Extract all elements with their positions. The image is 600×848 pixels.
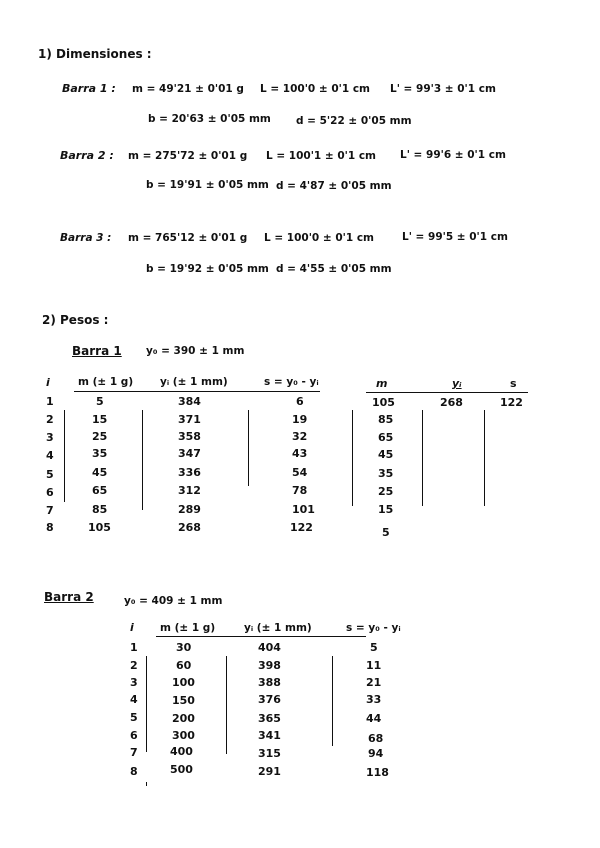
b1-cell-y: 289 [178,503,201,516]
b1-cell-s: 32 [292,430,308,443]
b1-cell-i: 3 [46,431,54,444]
b2-divider-1 [146,656,147,752]
b2-cell-y: 291 [258,765,281,778]
barra-3-thickness: d = 4'55 ± 0'05 mm [276,263,392,275]
barra-2-y0: y₀ = 409 ± 1 mm [124,595,223,607]
b1-side-s-first: 122 [500,396,523,409]
barra-1-mass: m = 49'21 ± 0'01 g [132,83,244,95]
b2-cell-s: 68 [368,732,384,745]
b1-cell-m: 35 [92,447,108,460]
b2-cell-y: 398 [258,659,281,672]
barra-2-length: L = 100'1 ± 0'1 cm [266,150,376,162]
b2-header-y: yᵢ (± 1 mm) [244,622,312,634]
b2-cell-y: 341 [258,729,281,742]
b1-cell-m: 85 [92,503,108,516]
b2-cell-y: 404 [258,641,281,654]
b2-cell-m: 30 [176,641,192,654]
b2-cell-i: 1 [130,641,138,654]
b1-cell-m: 15 [92,413,108,426]
b2-cell-y: 315 [258,747,281,760]
b1-side-divider-2 [422,410,423,506]
barra-2-mass: m = 275'72 ± 0'01 g [128,150,248,162]
b1-cell-i: 8 [46,521,54,534]
b1-cell-m: 65 [92,484,108,497]
b2-cell-i: 8 [130,765,138,778]
b2-cell-i: 2 [130,659,138,672]
b2-cell-m: 60 [176,659,192,672]
b1-cell-s: 78 [292,484,308,497]
b1-cell-m: 25 [92,430,108,443]
b1-divider-3 [248,410,249,486]
barra-1-length-prime: L' = 99'3 ± 0'1 cm [390,83,496,95]
b1-cell-y: 336 [178,466,201,479]
b1-header-s: s = y₀ - yᵢ [264,376,319,388]
b1-header-underline [74,391,320,392]
b2-cell-m: 100 [172,676,195,689]
b2-cell-m: 150 [172,694,195,707]
b2-cell-s: 44 [366,712,382,725]
section-1-heading: 1) Dimensiones : [38,47,152,61]
b1-side-underline [366,392,528,393]
b2-cell-m: 400 [170,745,193,758]
barra-1-label: Barra 1 : [62,82,116,95]
b1-side-m-value: 5 [382,526,390,539]
b1-side-m-value: 25 [378,485,394,498]
barra-3-label: Barra 3 : [60,232,112,244]
barra-2-width: b = 19'91 ± 0'05 mm [146,179,269,191]
b1-side-header-m: m [376,377,388,390]
b1-cell-s: 101 [292,503,315,516]
b1-header-y: yᵢ (± 1 mm) [160,376,228,388]
barra-1-table-label: Barra 1 [72,344,122,358]
b1-cell-s: 43 [292,447,308,460]
barra-2-length-prime: L' = 99'6 ± 0'1 cm [400,149,506,161]
b1-cell-y: 268 [178,521,201,534]
b1-side-m-value: 35 [378,467,394,480]
barra-3-width: b = 19'92 ± 0'05 mm [146,263,269,275]
b2-cell-s: 33 [366,693,382,706]
b1-cell-i: 2 [46,413,54,426]
b1-header-m: m (± 1 g) [78,376,134,388]
b2-cell-m: 500 [170,763,193,776]
b1-divider-1 [64,410,65,502]
b2-divider-3 [332,656,333,746]
b2-cell-y: 376 [258,693,281,706]
barra-3-length-prime: L' = 99'5 ± 0'1 cm [402,231,508,243]
b1-cell-m: 105 [88,521,111,534]
b2-cell-i: 3 [130,676,138,689]
section-2-heading: 2) Pesos : [42,313,109,327]
barra-2-label: Barra 2 : [60,149,114,162]
b2-cell-s: 11 [366,659,382,672]
b2-stray-mark [146,782,147,786]
b2-cell-y: 365 [258,712,281,725]
b1-cell-y: 312 [178,484,201,497]
b2-header-m: m (± 1 g) [160,622,216,634]
barra-1-length: L = 100'0 ± 0'1 cm [260,83,370,95]
b2-cell-m: 300 [172,729,195,742]
b1-cell-y: 371 [178,413,201,426]
b1-cell-s: 54 [292,466,308,479]
b1-side-divider-3 [484,410,485,506]
b1-side-m-value: 65 [378,431,394,444]
barra-2-thickness: d = 4'87 ± 0'05 mm [276,180,392,192]
b2-header-i: i [130,621,134,634]
barra-1-y0: y₀ = 390 ± 1 mm [146,345,245,357]
b2-cell-s: 21 [366,676,382,689]
b1-cell-y: 358 [178,430,201,443]
b2-cell-m: 200 [172,712,195,725]
b2-cell-s: 5 [370,641,378,654]
b1-header-i: i [46,376,50,389]
b1-cell-i: 6 [46,486,54,499]
b2-header-underline [156,636,366,637]
b2-cell-s: 118 [366,766,389,779]
b1-cell-i: 4 [46,449,54,462]
b1-cell-s: 19 [292,413,308,426]
b1-side-y-first: 268 [440,396,463,409]
b1-cell-i: 5 [46,468,54,481]
b1-side-header-y: yᵢ [452,377,462,390]
b2-cell-y: 388 [258,676,281,689]
b2-header-s: s = y₀ - yᵢ [346,622,401,634]
b2-cell-s: 94 [368,747,384,760]
b1-cell-m: 45 [92,466,108,479]
b1-cell-y: 384 [178,395,201,408]
barra-2-table-label: Barra 2 [44,590,94,604]
b1-cell-s: 122 [290,521,313,534]
barra-3-length: L = 100'0 ± 0'1 cm [264,232,374,244]
b1-side-m-value: 85 [378,413,394,426]
b1-cell-m: 5 [96,395,104,408]
b1-divider-2 [142,410,143,510]
b2-cell-i: 6 [130,729,138,742]
b2-cell-i: 5 [130,711,138,724]
b1-cell-s: 6 [296,395,304,408]
b1-side-m-value: 15 [378,503,394,516]
b2-divider-2 [226,656,227,754]
b2-cell-i: 7 [130,746,138,759]
barra-3-mass: m = 765'12 ± 0'01 g [128,232,248,244]
b1-cell-i: 7 [46,504,54,517]
barra-1-thickness: d = 5'22 ± 0'05 mm [296,115,412,127]
b2-cell-i: 4 [130,693,138,706]
b1-cell-i: 1 [46,395,54,408]
b1-side-header-s: s [510,377,517,390]
b1-side-m-value: 45 [378,448,394,461]
b1-side-divider-1 [352,410,353,506]
b1-cell-y: 347 [178,447,201,460]
b1-side-m-first: 105 [372,396,395,409]
barra-1-width: b = 20'63 ± 0'05 mm [148,113,271,125]
